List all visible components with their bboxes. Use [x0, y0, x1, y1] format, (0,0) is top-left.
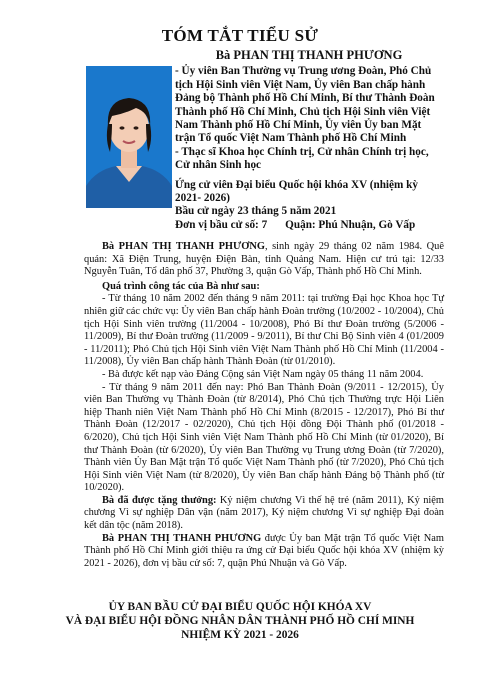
- footer-line-3: NHIỆM KỲ 2021 - 2026: [181, 629, 299, 641]
- electoral-district: Quận: Phú Nhuận, Gò Vấp: [285, 218, 416, 231]
- closing-text: được Ủy ban Mặt trận Tổ quốc Việt Nam Thành phố Hồ Chí Minh giới thiệu ra ứng cử Đại biểu Quốc hội khóa XV (nhiệm kỳ 2021 - 2026), đơn vị bầu cử số: 7, quận Phú Nhuận và Gò Vấp.: [84, 532, 444, 569]
- candidate-name: Bà PHAN THỊ THANH PHƯƠNG: [215, 48, 403, 62]
- work-heading: Quá trình công tác của Bà như sau:: [102, 280, 260, 292]
- candidate-degrees: - Thạc sĩ Khoa học Chính trị, Cử nhân Chính trị học, Cử nhân Sinh học: [175, 145, 429, 172]
- electoral-unit: Đơn vị bầu cử số: 7: [175, 218, 268, 231]
- awards-text: Kỷ niệm chương Vì thế hệ trẻ (năm 2011), Kỷ niệm chương Vì sự nghiệp Dân vận (năm 2017), Kỷ niệm chương Vì sự nghiệp Đại đoàn kết dân tộc (năm 2018).: [84, 494, 444, 532]
- awards-paragraph: [84, 495, 444, 533]
- work-paragraph-3: - Từ tháng 9 năm 2011 đến nay: Phó Ban Thành Đoàn (9/2011 - 12/2015), Ủy viên Ban Thường vụ Thành Đoàn (từ 8/2014), Phó Chủ tịch Thường trực Hội Liên hiệp Thanh niên Việt Nam Thành phố Hồ Chí Minh (8/2015 - 12/2017), Phó Bí thư Thành Đoàn (12/2017 - 02/2020), Chủ tịch Hội đồng Đội Thành phố (01/2018 - 6/2020), Chủ tịch Hội Sinh viên Việt Nam Thành phố Hồ Chí Minh (từ 01/2020), Bí thư Thành Đoàn (từ 6/2020), Ủy viên Ban Thường vụ Trung ương Đoàn (từ 7/2020), Thành viên Ủy Ban Mặt trận Tổ quốc Việt Nam Thành phố (từ 7/2020), Phó Chủ tịch Hội Sinh viên Việt Nam (từ 8/2020), Ủy viên Ban chấp hành Đảng bộ Thành phố (từ 10/2020).: [84, 381, 444, 494]
- election-date: Bầu cử ngày 23 tháng 5 năm 2021: [175, 205, 337, 218]
- portrait-photo: [86, 66, 172, 208]
- intro-paragraph: [84, 241, 444, 279]
- summary-block: [175, 49, 443, 232]
- intro-text: , sinh ngày 29 tháng 02 năm 1984. Quê quán: Xã Điện Trung, huyện Điện Bàn, tỉnh Quảng Nam. Hiện cư trú tại: 12/33 Nguyễn Tuân, Tổ dân phố 37, Phường 3, quận Gò Vấp, Thành phố Hồ Chí Minh.: [84, 241, 444, 278]
- candidate-roles: - Ủy viên Ban Thường vụ Trung ương Đoàn, Phó Chủ tịch Hội Sinh viên Việt Nam, Ủy viên Ban chấp hành Đảng bộ Thành phố Hồ Chí Minh, Bí thư Thành Đoàn Thành phố Hồ Chí Minh, Chủ tịch Hội Sinh viên Việt Nam Thành phố Hồ Chí Minh, Ủy viên Ủy ban Mặt trận Tổ quốc Việt Nam Thành phố Hồ Chí Minh: [175, 65, 435, 145]
- electoral-unit-row: [175, 219, 443, 232]
- awards-heading: Bà đã được tặng thưởng:: [102, 494, 217, 506]
- candidacy-line: Ứng cử viên Đại biểu Quốc hội khóa XV (nhiệm kỳ 2021- 2026): [175, 178, 418, 205]
- page-title: TÓM TẮT TIỂU SỬ: [161, 26, 319, 45]
- intro-name: Bà PHAN THỊ THANH PHƯƠNG: [102, 241, 265, 252]
- closing-name: Bà PHAN THỊ THANH PHƯƠNG: [102, 532, 262, 544]
- work-paragraph-1: - Từ tháng 10 năm 2002 đến tháng 9 năm 2011: tại trường Đại học Khoa học Tự nhiên giữ các chức vụ: Ủy viên Ban chấp hành Đoàn trường (10/2002 - 10/2004), Chủ tịch Hội Sinh viên trường (11/2004 - 10/2008), Phó Bí thư Đoàn trường (5/2006 - 11/2009), Bí thư Đoàn trường (11/2009 - 9/2011), Bí thư Chi Bộ Sinh viên 4 (01/2009 - 11/2011); Phó Chủ tịch Hội Sinh viên Việt Nam Thành phố Hồ Chí Minh (11/2004 - 11/2008), Ủy viên Ban chấp hành Thành Đoàn (từ 01/2010).: [84, 293, 444, 368]
- footer-line-1: ỦY BAN BẦU CỬ ĐẠI BIỂU QUỐC HỘI KHÓA XV: [108, 601, 372, 613]
- work-paragraph-2: - Bà được kết nạp vào Đảng Cộng sản Việt Nam ngày 05 tháng 11 năm 2004.: [102, 368, 424, 380]
- biography-body: [84, 241, 444, 570]
- closing-paragraph: [84, 533, 444, 571]
- issuer-footer: [0, 600, 480, 642]
- footer-line-2: VÀ ĐẠI BIỂU HỘI ĐỒNG NHÂN DÂN THÀNH PHỐ HỒ CHÍ MINH: [65, 615, 415, 627]
